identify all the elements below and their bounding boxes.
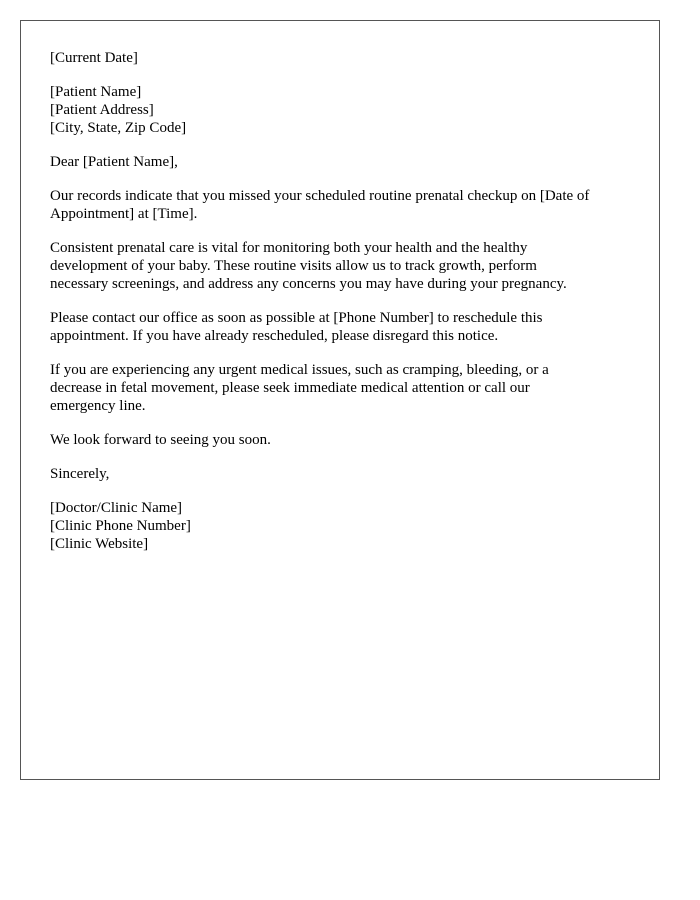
recipient-city-state-zip: [City, State, Zip Code] <box>50 120 187 136</box>
spacer <box>50 345 640 361</box>
signature-doctor-clinic-name: [Doctor/Clinic Name] <box>50 500 183 516</box>
closing: Sincerely, <box>50 466 110 482</box>
paragraph-look-forward: We look forward to seeing you soon. <box>50 432 271 448</box>
paragraph-line: necessary screenings, and address any concerns you may have during your pregnancy. <box>50 276 567 292</box>
paragraph-line: emergency line. <box>50 398 146 414</box>
paragraph-missed-appointment <box>50 187 640 223</box>
spacer <box>50 449 640 465</box>
spacer <box>50 137 640 153</box>
spacer <box>50 223 640 239</box>
paragraph-urgent-issues <box>50 361 640 415</box>
salutation: Dear [Patient Name], <box>50 154 178 170</box>
paragraph-line: decrease in fetal movement, please seek immediate medical attention or call our <box>50 380 530 396</box>
spacer <box>50 67 640 83</box>
spacer <box>50 293 640 309</box>
spacer <box>50 483 640 499</box>
letter-page <box>20 20 660 780</box>
recipient-name: [Patient Name] <box>50 84 142 100</box>
paragraph-contact-office <box>50 309 640 345</box>
paragraph-line: development of your baby. These routine visits allow us to track growth, perform <box>50 258 537 274</box>
spacer <box>50 171 640 187</box>
letter-date: [Current Date] <box>50 50 138 66</box>
letter-body <box>50 49 640 553</box>
signature-clinic-website: [Clinic Website] <box>50 536 149 552</box>
paragraph-line: If you are experiencing any urgent medical issues, such as cramping, bleeding, or a <box>50 362 549 378</box>
spacer <box>50 415 640 431</box>
paragraph-line: Consistent prenatal care is vital for monitoring both your health and the healthy <box>50 240 528 256</box>
recipient-block <box>50 83 640 137</box>
paragraph-line: Our records indicate that you missed your scheduled routine prenatal checkup on [Date of <box>50 188 590 204</box>
paragraph-prenatal-care <box>50 239 640 293</box>
paragraph-line: Appointment] at [Time]. <box>50 206 198 222</box>
signature-block <box>50 499 640 553</box>
signature-clinic-phone: [Clinic Phone Number] <box>50 518 191 534</box>
recipient-address: [Patient Address] <box>50 102 154 118</box>
paragraph-line: appointment. If you have already rescheduled, please disregard this notice. <box>50 328 499 344</box>
paragraph-line: Please contact our office as soon as possible at [Phone Number] to reschedule this <box>50 310 543 326</box>
